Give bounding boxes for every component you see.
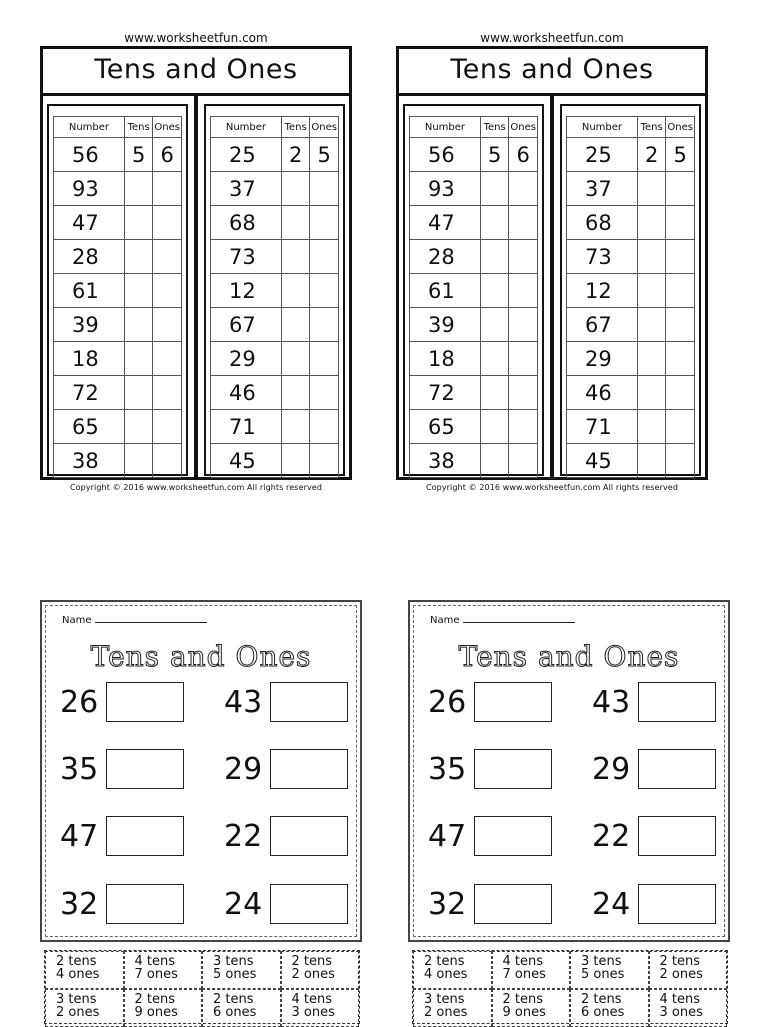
right-table [204, 104, 345, 476]
divider [550, 96, 554, 480]
ones-answer-cell[interactable] [153, 274, 182, 308]
answer-box[interactable] [638, 749, 716, 789]
number-cell: 65 [54, 410, 125, 444]
tens-answer-cell[interactable] [124, 410, 153, 444]
worksheet-frame [40, 46, 352, 480]
tens-answer-cell[interactable]: 5 [124, 138, 153, 172]
ones-answer-cell[interactable] [666, 308, 695, 342]
ones-answer-cell[interactable] [310, 274, 339, 308]
tens-answer-cell[interactable] [480, 444, 509, 478]
table-row [410, 274, 538, 308]
left-table [403, 104, 544, 476]
table-row [410, 138, 538, 172]
table-row [211, 342, 339, 376]
number-cell: 93 [410, 172, 481, 206]
table-row [567, 410, 695, 444]
choice-tens: 2 tens [502, 992, 544, 1007]
ones-answer-cell[interactable] [509, 444, 538, 478]
ones-answer-cell[interactable]: 5 [310, 138, 339, 172]
worksheet [396, 30, 708, 492]
problem-number: 35 [428, 751, 467, 787]
table-row [54, 172, 182, 206]
choice-cell[interactable] [649, 951, 728, 989]
choice-ones: 4 ones [56, 967, 100, 982]
choice-ones: 5 ones [213, 967, 257, 982]
number-cell: 72 [54, 376, 125, 410]
problem [592, 814, 716, 858]
table-row [211, 206, 339, 240]
ones-answer-cell[interactable] [666, 410, 695, 444]
tens-answer-cell[interactable] [637, 240, 666, 274]
problem [60, 680, 184, 724]
number-cell: 12 [211, 274, 282, 308]
header-number: Number [54, 117, 125, 138]
problem-number: 47 [60, 818, 99, 854]
answer-box[interactable] [638, 884, 716, 924]
answer-box[interactable] [638, 682, 716, 722]
number-cell: 67 [567, 308, 638, 342]
number-cell: 29 [567, 342, 638, 376]
ones-answer-cell[interactable] [153, 410, 182, 444]
answer-choices [412, 950, 728, 1024]
table-row [54, 274, 182, 308]
tens-answer-cell[interactable] [281, 444, 310, 478]
ones-answer-cell[interactable] [153, 342, 182, 376]
table-row [54, 240, 182, 274]
ones-answer-cell[interactable] [509, 206, 538, 240]
header-ones: Ones [509, 117, 538, 138]
choice-cell[interactable] [649, 989, 728, 1027]
ones-answer-cell[interactable] [509, 376, 538, 410]
tens-answer-cell[interactable]: 5 [480, 138, 509, 172]
table-row [54, 308, 182, 342]
problem-number: 32 [60, 886, 99, 922]
number-cell: 45 [567, 444, 638, 478]
answer-box[interactable] [270, 682, 348, 722]
problem [428, 882, 552, 926]
problem-number: 22 [224, 818, 263, 854]
table-row [410, 342, 538, 376]
number-cell: 46 [211, 376, 282, 410]
tens-answer-cell[interactable] [637, 444, 666, 478]
header-number: Number [211, 117, 282, 138]
choice-cell[interactable] [492, 989, 571, 1027]
table-row [54, 138, 182, 172]
tens-answer-cell[interactable] [480, 274, 509, 308]
ones-answer-cell[interactable] [310, 206, 339, 240]
tens-answer-cell[interactable]: 2 [637, 138, 666, 172]
choice-ones: 3 ones [291, 1005, 335, 1020]
ones-answer-cell[interactable] [509, 240, 538, 274]
choice-tens: 2 tens [291, 954, 333, 969]
tens-answer-cell[interactable] [124, 308, 153, 342]
choice-ones: 9 ones [134, 1005, 178, 1020]
ones-answer-cell[interactable] [509, 342, 538, 376]
header-ones: Ones [666, 117, 695, 138]
ones-answer-cell[interactable]: 5 [666, 138, 695, 172]
answer-box[interactable] [474, 884, 552, 924]
ones-answer-cell[interactable] [509, 410, 538, 444]
header-tens: Tens [480, 117, 509, 138]
table-row [54, 410, 182, 444]
choice-tens: 4 tens [502, 954, 544, 969]
choice-cell[interactable] [281, 989, 360, 1027]
card-title: Tens and Ones [458, 640, 680, 673]
choice-tens: 2 tens [134, 992, 176, 1007]
tens-answer-cell[interactable] [281, 342, 310, 376]
ones-answer-cell[interactable] [666, 172, 695, 206]
table-row [567, 308, 695, 342]
choice-cell[interactable] [202, 989, 281, 1027]
tens-answer-cell[interactable] [480, 308, 509, 342]
ones-answer-cell[interactable]: 6 [153, 138, 182, 172]
problem-number: 24 [592, 886, 631, 922]
table-row [567, 342, 695, 376]
name-line[interactable] [95, 622, 207, 623]
table-row [567, 274, 695, 308]
number-cell: 28 [410, 240, 481, 274]
choice-tens: 2 tens [213, 992, 254, 1007]
table-row [211, 138, 339, 172]
choice-cell[interactable] [45, 951, 124, 989]
tens-answer-cell[interactable] [480, 410, 509, 444]
ones-answer-cell[interactable] [153, 172, 182, 206]
table-row [211, 274, 339, 308]
table-row [410, 240, 538, 274]
problem-number: 26 [60, 684, 99, 720]
number-cell: 56 [54, 138, 125, 172]
table-row [54, 376, 182, 410]
ones-answer-cell[interactable] [153, 308, 182, 342]
table-row [54, 206, 182, 240]
table-row [211, 444, 339, 478]
choice-ones: 3 ones [659, 1005, 703, 1020]
number-cell: 65 [410, 410, 481, 444]
choice-ones: 6 ones [581, 1005, 625, 1020]
choice-cell[interactable] [492, 951, 571, 989]
choice-tens: 3 tens [424, 992, 465, 1007]
number-cell: 29 [211, 342, 282, 376]
tens-answer-cell[interactable] [637, 308, 666, 342]
ones-answer-cell[interactable] [310, 308, 339, 342]
table-row [410, 410, 538, 444]
table-row [410, 444, 538, 478]
ones-answer-cell[interactable]: 6 [509, 138, 538, 172]
name-label: Name [430, 615, 460, 626]
number-cell: 25 [211, 138, 282, 172]
tens-answer-cell[interactable] [281, 274, 310, 308]
problem-number: 26 [428, 684, 467, 720]
number-cell: 25 [567, 138, 638, 172]
problem [60, 747, 184, 791]
header-ones: Ones [310, 117, 339, 138]
name-label: Name [62, 615, 92, 626]
tens-answer-cell[interactable] [637, 274, 666, 308]
tens-answer-cell[interactable] [480, 206, 509, 240]
choice-ones: 2 ones [291, 967, 335, 982]
answer-box[interactable] [106, 682, 184, 722]
problem [592, 747, 716, 791]
tens-answer-cell[interactable]: 2 [281, 138, 310, 172]
choice-tens: 2 tens [659, 954, 701, 969]
worksheet [40, 30, 352, 492]
worksheet-url: www.worksheetfun.com [124, 31, 268, 45]
table-row [410, 206, 538, 240]
divider [194, 96, 198, 480]
table-row [211, 172, 339, 206]
answer-box[interactable] [474, 682, 552, 722]
card-title: Tens and Ones [90, 640, 312, 673]
problem [224, 680, 348, 724]
number-cell: 72 [410, 376, 481, 410]
choice-tens: 2 tens [56, 954, 97, 969]
problem [428, 680, 552, 724]
answer-box[interactable] [270, 749, 348, 789]
number-cell: 61 [54, 274, 125, 308]
choice-ones: 6 ones [213, 1005, 257, 1020]
choice-tens: 3 tens [56, 992, 97, 1007]
problem-number: 29 [224, 751, 263, 787]
number-cell: 67 [211, 308, 282, 342]
answer-box[interactable] [106, 884, 184, 924]
table-row [567, 138, 695, 172]
header-tens: Tens [124, 117, 153, 138]
choice-cell[interactable] [413, 951, 492, 989]
choice-cell[interactable] [45, 989, 124, 1027]
table-row [211, 410, 339, 444]
worksheet-url: www.worksheetfun.com [480, 31, 624, 45]
choice-ones: 9 ones [502, 1005, 546, 1020]
choice-tens: 4 tens [291, 992, 333, 1007]
answer-box[interactable] [638, 816, 716, 856]
choice-cell[interactable] [570, 989, 649, 1027]
problem-number: 47 [428, 818, 467, 854]
card-frame [40, 600, 362, 942]
table-row [567, 206, 695, 240]
choice-ones: 2 ones [659, 967, 703, 982]
number-cell: 93 [54, 172, 125, 206]
problem [592, 680, 716, 724]
problem [224, 747, 348, 791]
ones-answer-cell[interactable] [666, 206, 695, 240]
number-cell: 39 [54, 308, 125, 342]
table-row [567, 444, 695, 478]
number-cell: 38 [410, 444, 481, 478]
problem-number: 35 [60, 751, 99, 787]
number-cell: 18 [54, 342, 125, 376]
answer-box[interactable] [474, 816, 552, 856]
number-cell: 46 [567, 376, 638, 410]
number-cell: 12 [567, 274, 638, 308]
left-table [47, 104, 188, 476]
ones-answer-cell[interactable] [509, 274, 538, 308]
number-cell: 37 [211, 172, 282, 206]
table-row [567, 240, 695, 274]
ones-answer-cell[interactable] [666, 274, 695, 308]
tens-answer-cell[interactable] [480, 240, 509, 274]
header-number: Number [410, 117, 481, 138]
table-row [54, 342, 182, 376]
choice-tens: 2 tens [581, 992, 622, 1007]
choice-tens: 3 tens [581, 954, 622, 969]
ones-answer-cell[interactable] [666, 444, 695, 478]
worksheet-frame [396, 46, 708, 480]
table-row [410, 308, 538, 342]
answer-box[interactable] [106, 749, 184, 789]
number-cell: 61 [410, 274, 481, 308]
ones-answer-cell[interactable] [310, 376, 339, 410]
table-row [54, 444, 182, 478]
worksheet-title: Tens and Ones [43, 49, 349, 96]
card-frame [408, 600, 730, 942]
tens-answer-cell[interactable] [480, 376, 509, 410]
problem [60, 882, 184, 926]
answer-box[interactable] [270, 884, 348, 924]
tens-answer-cell[interactable] [124, 240, 153, 274]
answer-choices [44, 950, 360, 1024]
ones-answer-cell[interactable] [153, 206, 182, 240]
problem [428, 814, 552, 858]
tens-answer-cell[interactable] [637, 206, 666, 240]
choice-ones: 2 ones [56, 1005, 100, 1020]
choice-ones: 7 ones [502, 967, 546, 982]
copyright: Copyright © 2016 www.worksheetfun.com All rights reserved [425, 483, 679, 492]
problem-number: 22 [592, 818, 631, 854]
number-cell: 56 [410, 138, 481, 172]
choice-cell[interactable] [570, 951, 649, 989]
practice-card [40, 600, 364, 1024]
tens-answer-cell[interactable] [637, 342, 666, 376]
tens-answer-cell[interactable] [124, 444, 153, 478]
choice-cell[interactable] [281, 951, 360, 989]
tens-answer-cell[interactable] [637, 410, 666, 444]
choice-tens: 2 tens [424, 954, 465, 969]
tens-answer-cell[interactable] [281, 206, 310, 240]
tens-answer-cell[interactable] [124, 206, 153, 240]
header-tens: Tens [637, 117, 666, 138]
problem [592, 882, 716, 926]
number-cell: 39 [410, 308, 481, 342]
number-cell: 71 [211, 410, 282, 444]
name-line[interactable] [463, 622, 575, 623]
answer-box[interactable] [270, 816, 348, 856]
table-row [410, 172, 538, 206]
number-cell: 73 [567, 240, 638, 274]
right-table [560, 104, 701, 476]
tens-answer-cell[interactable] [480, 172, 509, 206]
choice-ones: 7 ones [134, 967, 178, 982]
header-number: Number [567, 117, 638, 138]
choice-cell[interactable] [124, 989, 203, 1027]
number-cell: 37 [567, 172, 638, 206]
choice-cell[interactable] [124, 951, 203, 989]
choice-tens: 4 tens [659, 992, 701, 1007]
table-row [211, 240, 339, 274]
ones-answer-cell[interactable] [310, 240, 339, 274]
table-row [211, 308, 339, 342]
table-row [567, 376, 695, 410]
problem-number: 43 [224, 684, 263, 720]
tens-answer-cell[interactable] [124, 376, 153, 410]
header-tens: Tens [281, 117, 310, 138]
answer-box[interactable] [106, 816, 184, 856]
problem [60, 814, 184, 858]
tens-answer-cell[interactable] [281, 308, 310, 342]
problem-number: 24 [224, 886, 263, 922]
header-ones: Ones [153, 117, 182, 138]
choice-ones: 2 ones [424, 1005, 468, 1020]
problem-number: 29 [592, 751, 631, 787]
number-cell: 73 [211, 240, 282, 274]
tens-answer-cell[interactable] [637, 172, 666, 206]
ones-answer-cell[interactable] [153, 240, 182, 274]
number-cell: 47 [410, 206, 481, 240]
number-cell: 47 [54, 206, 125, 240]
choice-ones: 5 ones [581, 967, 625, 982]
table-row [567, 172, 695, 206]
ones-answer-cell[interactable] [153, 376, 182, 410]
ones-answer-cell[interactable] [509, 308, 538, 342]
tens-answer-cell[interactable] [124, 172, 153, 206]
practice-card [408, 600, 732, 1024]
tens-answer-cell[interactable] [281, 376, 310, 410]
number-cell: 18 [410, 342, 481, 376]
tens-answer-cell[interactable] [281, 410, 310, 444]
tens-answer-cell[interactable] [124, 274, 153, 308]
tens-answer-cell[interactable] [281, 172, 310, 206]
ones-answer-cell[interactable] [310, 410, 339, 444]
number-cell: 68 [567, 206, 638, 240]
problem [224, 814, 348, 858]
choice-tens: 4 tens [134, 954, 176, 969]
number-cell: 28 [54, 240, 125, 274]
worksheet-title: Tens and Ones [399, 49, 705, 96]
ones-answer-cell[interactable] [666, 240, 695, 274]
problem-number: 32 [428, 886, 467, 922]
problem [224, 882, 348, 926]
ones-answer-cell[interactable] [509, 172, 538, 206]
name-field[interactable] [430, 615, 575, 626]
tens-answer-cell[interactable] [281, 240, 310, 274]
problem [428, 747, 552, 791]
choice-cell[interactable] [413, 989, 492, 1027]
number-cell: 68 [211, 206, 282, 240]
choice-tens: 3 tens [213, 954, 254, 969]
ones-answer-cell[interactable] [310, 444, 339, 478]
ones-answer-cell[interactable] [310, 172, 339, 206]
tens-answer-cell[interactable] [480, 342, 509, 376]
table-row [211, 376, 339, 410]
ones-answer-cell[interactable] [310, 342, 339, 376]
number-cell: 45 [211, 444, 282, 478]
table-row [410, 376, 538, 410]
number-cell: 38 [54, 444, 125, 478]
answer-box[interactable] [474, 749, 552, 789]
problem-number: 43 [592, 684, 631, 720]
ones-answer-cell[interactable] [666, 376, 695, 410]
choice-ones: 4 ones [424, 967, 468, 982]
number-cell: 71 [567, 410, 638, 444]
copyright: Copyright © 2016 www.worksheetfun.com All rights reserved [69, 483, 323, 492]
name-field[interactable] [62, 615, 207, 626]
ones-answer-cell[interactable] [666, 342, 695, 376]
choice-cell[interactable] [202, 951, 281, 989]
ones-answer-cell[interactable] [153, 444, 182, 478]
tens-answer-cell[interactable] [124, 342, 153, 376]
tens-answer-cell[interactable] [637, 376, 666, 410]
